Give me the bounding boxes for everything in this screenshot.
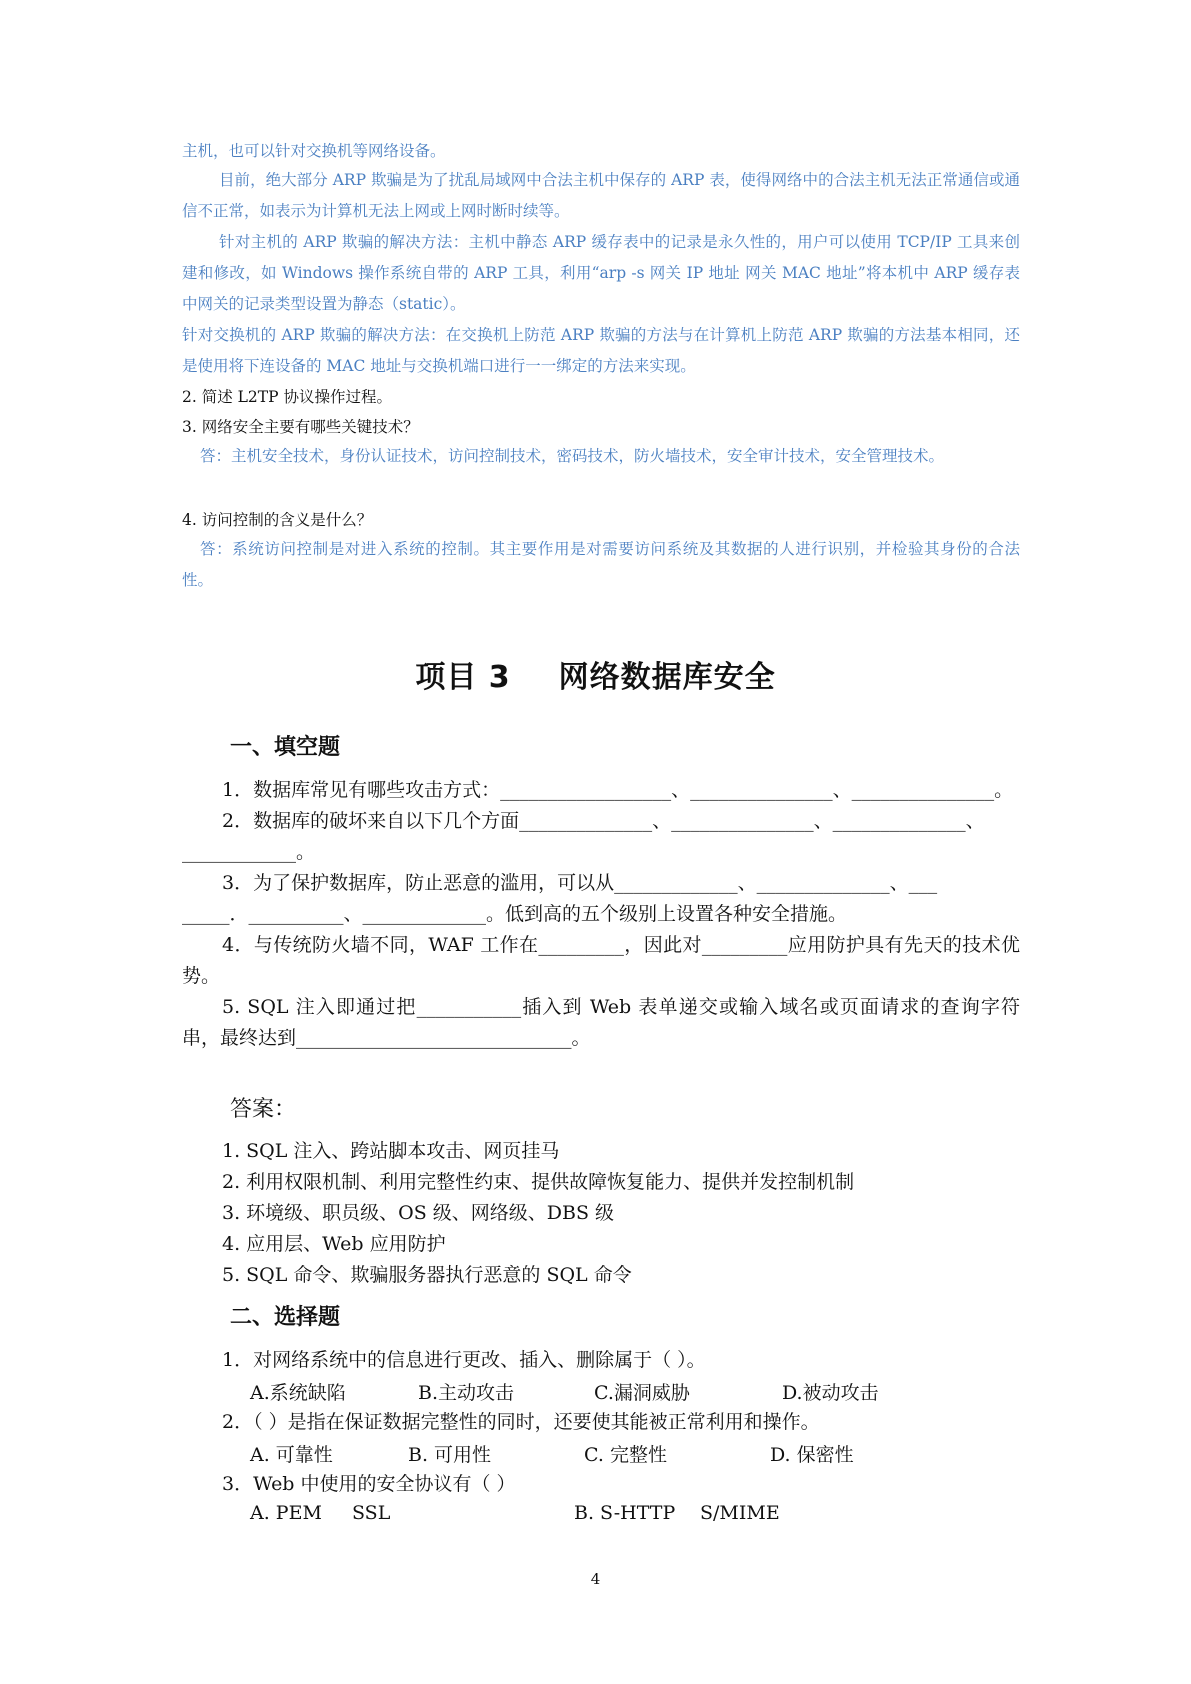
question: 3. 网络安全主要有哪些关键技术？ [182,418,419,436]
chapter-title [0,652,1191,696]
choice-option: C. 完整性 [584,1444,667,1466]
choice-option: A. 可靠性 [250,1444,333,1466]
choice-option: A.系统缺陷 [250,1382,346,1404]
chapter-number: 项目 3 [415,660,511,695]
answer-paragraph: 答：主机安全技术，身份认证技术，访问控制技术，密码技术，防火墙技术，安全审计技术，安全管理技术。 [200,447,945,465]
answer-item: 3. 环境级、职员级、OS 级、网络级、DBS 级 [222,1202,615,1224]
question: 4. 访问控制的含义是什么？ [182,511,373,529]
answer-paragraph: 答：系统访问控制是对进入系统的控制。其主要作用是对需要访问系统及其数据的人进行识别，并检验其身份的合法性。 [182,540,1020,589]
answer-item: 2. 利用权限机制、利用完整性约束、提供故障恢复能力、提供并发控制机制 [222,1171,855,1193]
choice-question: 1．对网络系统中的信息进行更改、插入、删除属于（ ）。 [222,1349,706,1371]
choice-option: SSL [352,1502,391,1524]
choice-option: B. 可用性 [408,1444,492,1466]
choice-question: 3．Web 中使用的安全协议有（ ） [222,1473,516,1495]
choice-option: B. S-HTTP [574,1502,676,1524]
answer-item: 5. SQL 命令、欺骗服务器执行恶意的 SQL 命令 [222,1264,632,1286]
choice-option: D.被动攻击 [782,1382,879,1404]
chapter-name: 网络数据库安全 [558,660,776,695]
choice-option: S/MIME [700,1502,780,1524]
answer-item: 1. SQL 注入、跨站脚本攻击、网页挂马 [222,1140,560,1162]
fill-question: 1．数据库常见有哪些攻击方式：__________________、_______________、_______________。 [222,779,1014,801]
answers-heading: 答案： [230,1097,297,1122]
choice-option: D. 保密性 [770,1444,854,1466]
question: 2. 简述 L2TP 协议操作过程。 [182,388,392,406]
fill-question: 4．与传统防火墙不同，WAF 工作在_________，因此对_________应用防护具有先天的技术优势。 [182,934,1020,987]
answer-paragraph: 针对交换机的 ARP 欺骗的解决方法：在交换机上防范 ARP 欺骗的方法与在计算机上防范 ARP 欺骗的方法基本相同，还是使用将下连设备的 MAC 地址与交换机端口进行一一绑定的方法来实现。 [182,326,1020,375]
fill-question: 5. SQL 注入即通过把___________插入到 Web 表单递交或输入域名或页面请求的查询字符串，最终达到_____________________________。 [182,996,1020,1049]
answer-paragraph: 针对主机的 ARP 欺骗的解决方法：主机中静态 ARP 缓存表中的记录是永久性的，用户可以使用 TCP/IP 工具来创建和修改，如 Windows 操作系统自带的 ARP 工具，利用“arp -s 网关 IP 地址 网关 MAC 地址”将本机中 ARP 缓存表中网关的记录类型设置为静态（static）。 [182,233,1020,313]
choice-option: C.漏洞威胁 [594,1382,690,1404]
section-heading: 二、选择题 [230,1305,341,1330]
choice-option: B.主动攻击 [418,1382,515,1404]
answer-paragraph: 目前，绝大部分 ARP 欺骗是为了扰乱局域网中合法主机中保存的 ARP 表，使得网络中的合法主机无法正常通信或通信不正常，如表示为计算机无法上网或上网时断时续等。 [182,171,1020,220]
fill-question: 2．数据库的破坏来自以下几个方面______________、_______________、______________、 [222,810,985,832]
choice-option: A. PEM [250,1502,322,1524]
page-number: 4 [590,1570,601,1588]
section-heading: 一、填空题 [230,735,341,760]
fill-question-cont: ____________。 [182,841,316,863]
choice-question: 2．（ ）是指在保证数据完整性的同时，还要使其能被正常利用和操作。 [222,1411,820,1433]
fill-question: 3．为了保护数据库，防止恶意的滥用，可以从_____________、______________、___ [222,872,938,894]
fill-question-cont: _____．__________、_____________。低到高的五个级别上设置各种安全措施。 [182,903,848,925]
answer-item: 4. 应用层、Web 应用防护 [222,1233,446,1255]
answer-paragraph: 主机，也可以针对交换机等网络设备。 [182,142,446,160]
